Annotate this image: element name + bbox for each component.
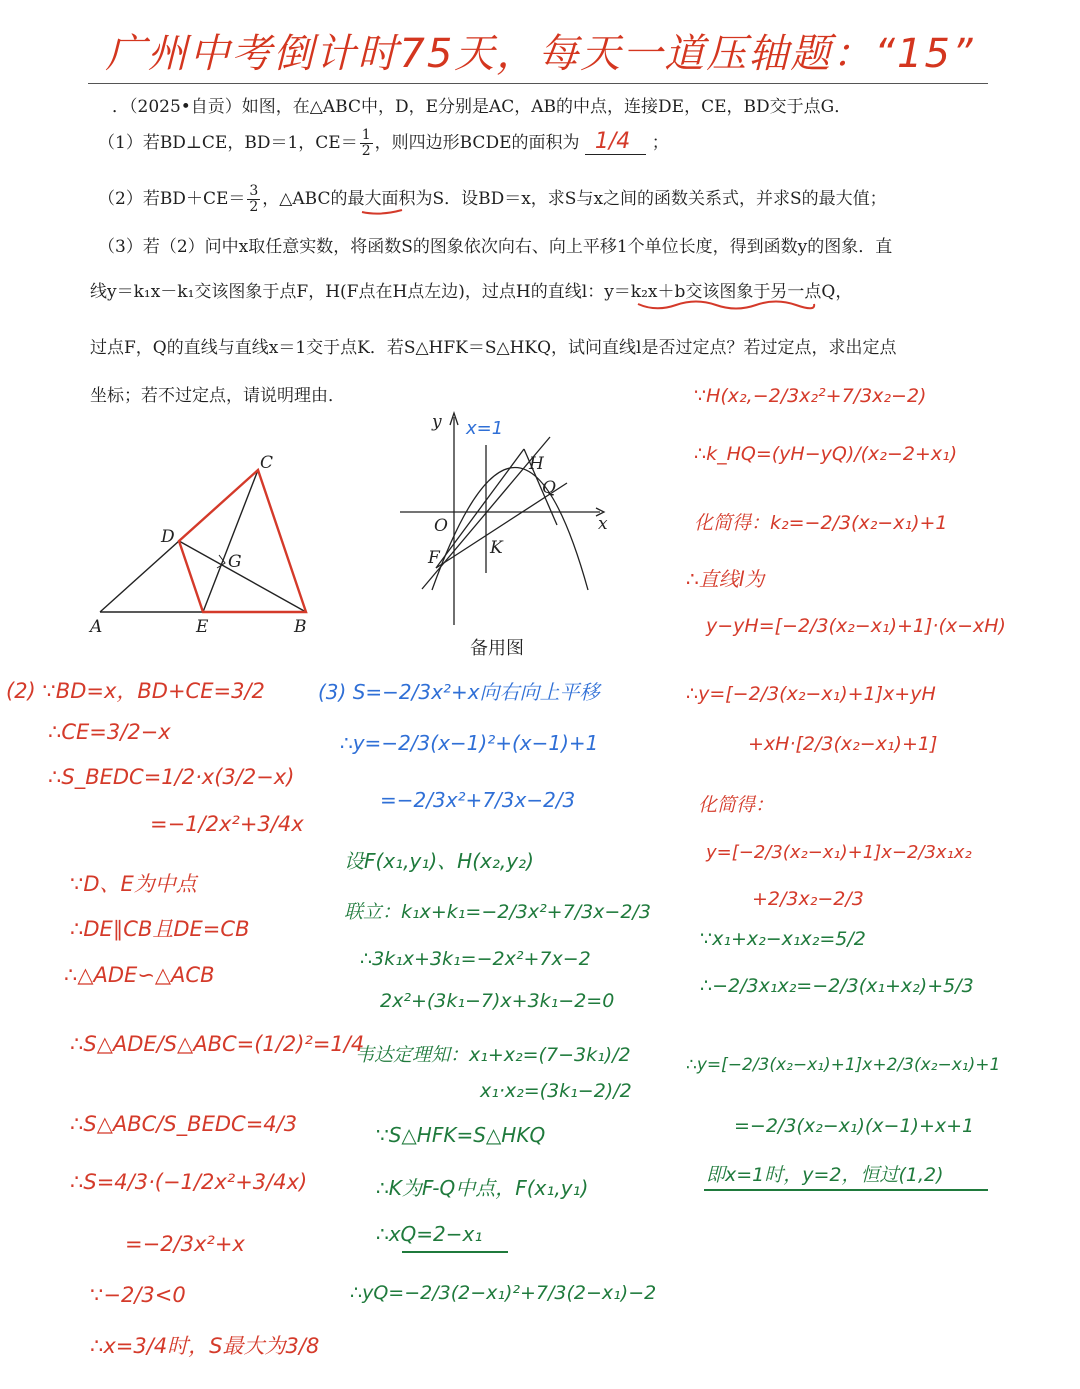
- label-A: A: [90, 617, 103, 637]
- problem-q2: [98, 184, 887, 215]
- graph-label-Q: Q: [542, 478, 556, 498]
- problem-q1: [98, 128, 669, 159]
- red-line-6: ∴DE∥CB且DE=CB: [70, 917, 250, 941]
- q2-text-a: （2）若BD＋CE＝: [98, 189, 246, 209]
- red-line-3: ∴S_BEDC=1/2·x(3/2−x): [48, 765, 295, 789]
- q1-end: ；: [651, 133, 669, 153]
- problem-intro: ．（2025•自贡）如图，在△ABC中，D，E分别是AC，AB的中点，连接DE，CE，BD交于点G．: [112, 97, 852, 117]
- green-right-line-2: ∴−2/3x₁x₂=−2/3(x₁+x₂)+5/3: [700, 975, 974, 997]
- blue-line-3: =−2/3x²+7/3x−2/3: [380, 788, 576, 812]
- graph-label-F: F: [428, 548, 440, 568]
- q3-wavy-underline: [636, 296, 816, 314]
- q1-fraction: $\frac{1}{2}$: [361, 127, 371, 159]
- green-mid-line-5: 韦达定理知：x₁+x₂=(7−3k₁)/2: [355, 1044, 631, 1066]
- green-mid-line-10: ∴yQ=−2/3(2−x₁)²+7/3(2−x₁)−2: [350, 1282, 657, 1304]
- green-right-line-3: ∴y=[−2/3(x₂−x₁)+1]x+2/3(x₂−x₁)+1: [686, 1055, 1001, 1075]
- graph-caption: 备用图: [470, 638, 524, 659]
- red-right-line-7: +xH·[2/3(x₂−x₁)+1]: [748, 733, 938, 755]
- red-line-12: ∵−2/3<0: [90, 1283, 186, 1307]
- label-G: G: [228, 552, 242, 572]
- red-line-1: (2) ∵BD=x，BD+CE=3/2: [6, 679, 265, 703]
- problem-q3-line3: 过点F，Q的直线与直线x＝1交于点K．若S△HFK＝S△HKQ，试问直线l是否过定点？若过定点，求出定点: [90, 338, 897, 358]
- q1-handwritten-answer: 1/4: [585, 129, 646, 155]
- graph-label-K: K: [490, 538, 503, 558]
- q2-fraction: $\frac{3}{2}$: [249, 183, 259, 215]
- label-E: E: [196, 617, 209, 637]
- page-title: 广州中考倒计时75天，每天一道压轴题：“15”: [105, 31, 975, 77]
- red-right-line-1: ∵H(x₂,−2/3x₂²+7/3x₂−2): [694, 385, 927, 407]
- red-right-line-10: +2/3x₂−2/3: [752, 888, 864, 910]
- red-line-5: ∵D、E为中点: [70, 872, 197, 896]
- red-line-10: ∴S=4/3·(−1/2x²+3/4x): [70, 1170, 308, 1194]
- red-line-2: ∴CE=3/2−x: [48, 720, 171, 744]
- green-mid-line-3: ∴3k₁x+3k₁=−2x²+7x−2: [360, 948, 591, 970]
- red-line-8: ∴S△ADE/S△ABC=(1/2)²=1/4: [70, 1032, 365, 1056]
- label-D: D: [161, 527, 175, 547]
- red-right-line-8: 化简得：: [698, 794, 775, 816]
- green-mid-line-6: x₁·x₂=(3k₁−2)/2: [480, 1080, 632, 1102]
- red-line-13: ∴x=3/4时，S最大为3/8: [90, 1334, 320, 1358]
- green-mid-line-9: ∴xQ=2−x₁: [376, 1222, 483, 1246]
- green-mid-line-7: ∵S△HFK=S△HKQ: [376, 1123, 546, 1147]
- green-mid-line-8: ∴K为F-Q中点，F(x₁,y₁): [376, 1176, 589, 1200]
- title-divider: [88, 83, 988, 84]
- green-right-line-5: 即x=1时，y=2，恒过(1,2): [706, 1164, 944, 1186]
- green-mid-line-2: 联立：k₁x+k₁=−2/3x²+7/3x−2/3: [344, 901, 651, 923]
- triangle-figure: [88, 450, 320, 645]
- graph-note-x-equals-1: x=1: [466, 418, 504, 439]
- red-right-line-6: ∴y=[−2/3(x₂−x₁)+1]x+yH: [686, 683, 936, 705]
- problem-q3-line4: 坐标；若不过定点，请说明理由．: [90, 386, 345, 406]
- problem-q3-line2: 线y＝k₁x－k₁交该图象于点F，H(F点在H点左边)，过点H的直线l：y＝k₂x＋b交该图象于另一点Q，: [90, 282, 853, 302]
- graph-label-H: H: [529, 454, 544, 474]
- green-mid-line-1: 设F(x₁,y₁)、H(x₂,y₂): [344, 849, 534, 873]
- green-right-line-1: ∵x₁+x₂−x₁x₂=5/2: [700, 928, 866, 950]
- q2-text-b: ，△ABC的最大面积为S．设BD＝x，求S与x之间的函数关系式，并求S的最大值；: [262, 189, 887, 209]
- red-line-9: ∴S△ABC/S_BEDC=4/3: [70, 1112, 298, 1136]
- q2-emphasis-underline: [360, 206, 404, 216]
- parabola-figure: [392, 405, 617, 630]
- graph-label-x: x: [598, 514, 608, 534]
- label-B: B: [294, 617, 307, 637]
- red-right-line-4: ∴直线l为: [686, 567, 765, 591]
- red-right-line-9: y=[−2/3(x₂−x₁)+1]x−2/3x₁x₂: [706, 842, 972, 863]
- green-right-line-4: =−2/3(x₂−x₁)(x−1)+x+1: [734, 1115, 975, 1137]
- problem-q3-line1: （3）若（2）问中x取任意实数，将函数S的图象依次向右、向上平移1个单位长度，得到函数y的图象．直: [98, 237, 893, 257]
- green-mid-line-4: 2x²+(3k₁−7)x+3k₁−2=0: [380, 990, 615, 1012]
- red-line-11: =−2/3x²+x: [125, 1232, 245, 1256]
- blue-line-1: (3) S=−2/3x²+x向右向上平移: [318, 680, 600, 704]
- red-line-4: =−1/2x²+3/4x: [150, 812, 304, 836]
- graph-label-y: y: [432, 412, 442, 432]
- q1-text-b: ，则四边形BCDE的面积为: [374, 133, 580, 153]
- xq-underline: [400, 1248, 512, 1256]
- label-C: C: [260, 453, 274, 473]
- blue-line-2: ∴y=−2/3(x−1)²+(x−1)+1: [340, 731, 599, 755]
- conclusion-underline: [702, 1186, 992, 1194]
- red-right-line-2: ∴k_HQ=(yH−yQ)/(x₂−2+x₁): [694, 443, 958, 465]
- q1-text-a: （1）若BD⊥CE，BD＝1，CE＝: [98, 133, 358, 153]
- graph-label-O: O: [434, 516, 448, 536]
- red-right-line-5: y−yH=[−2/3(x₂−x₁)+1]·(x−xH): [706, 615, 1006, 637]
- red-right-line-3: 化简得：k₂=−2/3(x₂−x₁)+1: [694, 512, 948, 534]
- red-line-7: ∴△ADE∽△ACB: [64, 963, 215, 987]
